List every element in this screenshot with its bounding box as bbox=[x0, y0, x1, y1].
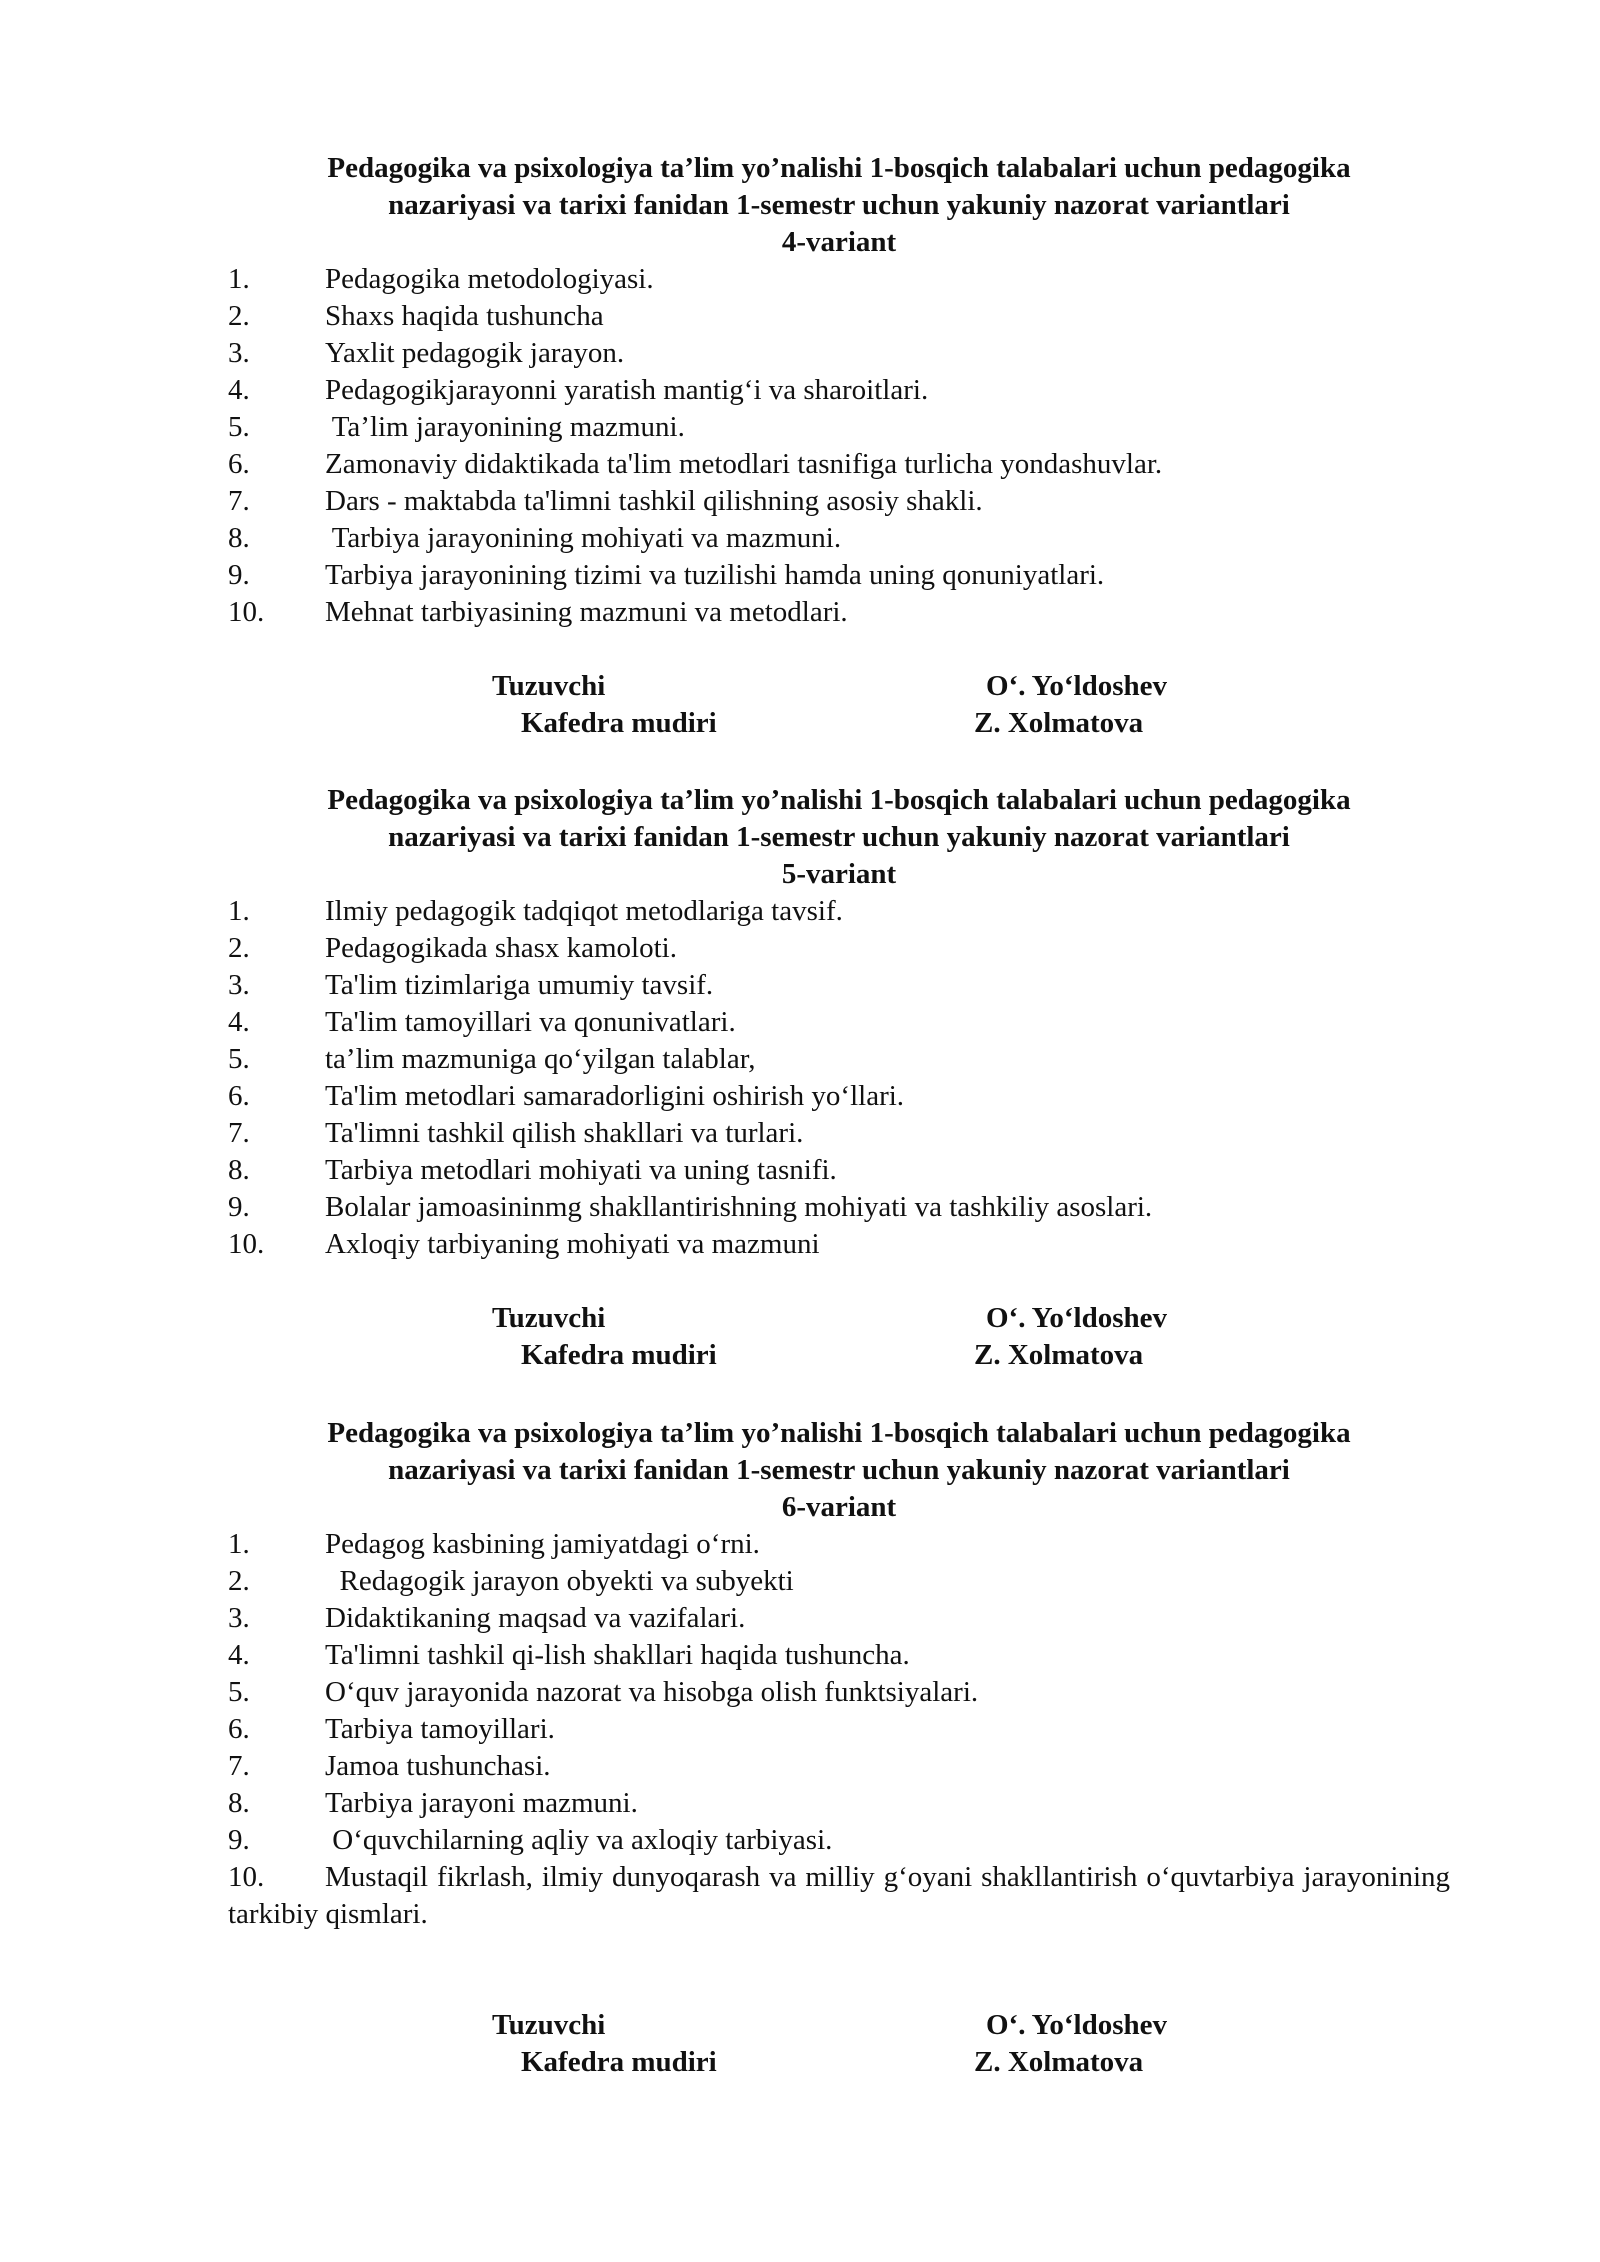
question-item bbox=[228, 335, 1450, 372]
question-item bbox=[228, 1785, 1450, 1822]
variant-section-5 bbox=[228, 782, 1450, 1374]
question-item bbox=[228, 1600, 1450, 1637]
question-text: O‘quv jarayonida nazorat va hisobga olish funktsiyalari. bbox=[325, 1676, 979, 1708]
variant-label: 6-variant bbox=[781, 1491, 897, 1523]
question-number: 1. bbox=[228, 895, 250, 927]
question-number: 4. bbox=[228, 374, 250, 406]
question-number: 5. bbox=[228, 1043, 250, 1075]
question-item bbox=[228, 1115, 1450, 1152]
question-item bbox=[228, 261, 1450, 298]
variant-label: 5-variant bbox=[781, 858, 897, 890]
compiler-label: Tuzuvchi bbox=[492, 2009, 606, 2041]
question-item bbox=[228, 1711, 1450, 1748]
question-item bbox=[228, 1189, 1450, 1226]
question-number: 3. bbox=[228, 337, 250, 369]
compiler-name: O‘. Yo‘ldoshev bbox=[986, 2009, 1167, 2041]
compiler-label: Tuzuvchi bbox=[492, 670, 606, 702]
signature-block bbox=[228, 2007, 1450, 2081]
question-item bbox=[228, 930, 1450, 967]
question-text: Redagogik jarayon obyekti va subyekti bbox=[325, 1565, 794, 1597]
question-item bbox=[228, 1859, 1450, 1933]
question-text: Shaxs haqida tushuncha bbox=[325, 300, 604, 332]
question-number: 5. bbox=[228, 411, 250, 443]
question-item bbox=[228, 1748, 1450, 1785]
variant-heading-line2: nazariyasi va tarixi fanidan 1-semestr uchun yakuniy nazorat variantlari bbox=[388, 1454, 1290, 1486]
question-item bbox=[228, 1637, 1450, 1674]
question-text: Ta'limni tashkil qilish shakllari va turlari. bbox=[325, 1117, 804, 1149]
question-number: 3. bbox=[228, 969, 250, 1001]
question-text: O‘quvchilarning aqliy va axloqiy tarbiyasi. bbox=[325, 1824, 833, 1856]
question-text: Axloqiy tarbiyaning mohiyati va mazmuni bbox=[325, 1228, 820, 1260]
question-number: 7. bbox=[228, 485, 250, 517]
question-text: Tarbiya tamoyillari. bbox=[325, 1713, 555, 1745]
department-head-name: Z. Xolmatova bbox=[974, 1339, 1144, 1371]
question-item bbox=[228, 557, 1450, 594]
question-number: 6. bbox=[228, 1713, 250, 1745]
question-text: Ta’lim jarayonining mazmuni. bbox=[325, 411, 685, 443]
question-text: Didaktikaning maqsad va vazifalari. bbox=[325, 1602, 746, 1634]
question-number: 2. bbox=[228, 300, 250, 332]
question-number: 6. bbox=[228, 1080, 250, 1112]
variant-heading-line2: nazariyasi va tarixi fanidan 1-semestr uchun yakuniy nazorat variantlari bbox=[388, 821, 1290, 853]
question-text: Mehnat tarbiyasining mazmuni va metodlari. bbox=[325, 596, 848, 628]
question-text: Jamoa tushunchasi. bbox=[325, 1750, 551, 1782]
question-number: 10. bbox=[228, 596, 265, 628]
question-number: 3. bbox=[228, 1602, 250, 1634]
variant-label: 4-variant bbox=[781, 226, 897, 258]
question-number: 1. bbox=[228, 1528, 250, 1560]
question-text: Tarbiya metodlari mohiyati va uning tasnifi. bbox=[325, 1154, 837, 1186]
question-item bbox=[228, 1041, 1450, 1078]
variant-section-4 bbox=[228, 150, 1450, 742]
question-text: Ta'limni tashkil qi-lish shakllari haqida tushuncha. bbox=[325, 1639, 910, 1671]
question-text: Pedagog kasbining jamiyatdagi o‘rni. bbox=[325, 1528, 760, 1560]
question-item bbox=[228, 483, 1450, 520]
question-text: Dars - maktabda ta'limni tashkil qilishning asosiy shakli. bbox=[325, 485, 983, 517]
question-text: Zamonaviy didaktikada ta'lim metodlari tasnifiga turlicha yondashuvlar. bbox=[325, 448, 1163, 480]
question-number: 4. bbox=[228, 1639, 250, 1671]
department-head-name: Z. Xolmatova bbox=[974, 707, 1144, 739]
question-text: Tarbiya jarayonining tizimi va tuzilishi hamda uning qonuniyatlari. bbox=[325, 559, 1105, 591]
question-item bbox=[228, 594, 1450, 631]
variant-heading-line1: Pedagogika va psixologiya ta’lim yo’nalishi 1-bosqich talabalari uchun pedagogika bbox=[327, 784, 1351, 816]
question-number: 7. bbox=[228, 1750, 250, 1782]
compiler-name: O‘. Yo‘ldoshev bbox=[986, 670, 1167, 702]
signature-block bbox=[228, 1300, 1450, 1374]
question-number: 8. bbox=[228, 1154, 250, 1186]
question-item bbox=[228, 298, 1450, 335]
question-number: 2. bbox=[228, 1565, 250, 1597]
question-item bbox=[228, 1526, 1450, 1563]
question-number: 7. bbox=[228, 1117, 250, 1149]
department-head-label: Kafedra mudiri bbox=[521, 1339, 717, 1371]
question-list bbox=[228, 893, 1450, 1263]
question-text: Ta'lim tizimlariga umumiy tavsif. bbox=[325, 969, 714, 1001]
question-text: Yaxlit pedagogik jarayon. bbox=[325, 337, 625, 369]
question-number: 9. bbox=[228, 559, 250, 591]
question-number: 1. bbox=[228, 263, 250, 295]
question-item bbox=[228, 1226, 1450, 1263]
question-list bbox=[228, 261, 1450, 631]
question-item bbox=[228, 967, 1450, 1004]
question-item bbox=[228, 372, 1450, 409]
question-item bbox=[228, 1822, 1450, 1859]
question-item bbox=[228, 1078, 1450, 1115]
question-text: Mustaqil fikrlash, ilmiy dunyoqarash va milliy g‘oyani shakllantirish o‘quvtarbiya jarayonining tarkibiy qismlari. bbox=[228, 1861, 1450, 1930]
question-text: Pedagogikjarayonni yaratish mantig‘i va sharoitlari. bbox=[325, 374, 929, 406]
variant-heading-line1: Pedagogika va psixologiya ta’lim yo’nalishi 1-bosqich talabalari uchun pedagogika bbox=[327, 1417, 1351, 1449]
variant-heading-line2: nazariyasi va tarixi fanidan 1-semestr uchun yakuniy nazorat variantlari bbox=[388, 189, 1290, 221]
question-number: 9. bbox=[228, 1824, 250, 1856]
question-item bbox=[228, 409, 1450, 446]
question-text: ta’lim mazmuniga qo‘yilgan talablar, bbox=[325, 1043, 756, 1075]
question-number: 9. bbox=[228, 1191, 250, 1223]
question-item bbox=[228, 893, 1450, 930]
question-text: Ta'lim tamoyillari va qonunivatlari. bbox=[325, 1006, 736, 1038]
question-item bbox=[228, 1004, 1450, 1041]
signature-block bbox=[228, 668, 1450, 742]
question-number: 4. bbox=[228, 1006, 250, 1038]
question-number: 8. bbox=[228, 1787, 250, 1819]
question-number: 8. bbox=[228, 522, 250, 554]
department-head-label: Kafedra mudiri bbox=[521, 707, 717, 739]
question-text: Bolalar jamoasininmg shakllantirishning mohiyati va tashkiliy asoslari. bbox=[325, 1191, 1153, 1223]
question-text: Tarbiya jarayonining mohiyati va mazmuni. bbox=[325, 522, 842, 554]
question-number: 2. bbox=[228, 932, 250, 964]
question-item bbox=[228, 1563, 1450, 1600]
question-item bbox=[228, 1674, 1450, 1711]
question-text: Tarbiya jarayoni mazmuni. bbox=[325, 1787, 638, 1819]
variant-section-6 bbox=[228, 1415, 1450, 2081]
compiler-name: O‘. Yo‘ldoshev bbox=[986, 1302, 1167, 1334]
question-item bbox=[228, 1152, 1450, 1189]
department-head-label: Kafedra mudiri bbox=[521, 2046, 717, 2078]
question-number: 6. bbox=[228, 448, 250, 480]
department-head-name: Z. Xolmatova bbox=[974, 2046, 1144, 2078]
question-number: 10. bbox=[228, 1861, 265, 1893]
question-text: Ta'lim metodlari samaradorligini oshirish yo‘llari. bbox=[325, 1080, 905, 1112]
question-number: 5. bbox=[228, 1676, 250, 1708]
question-item bbox=[228, 520, 1450, 557]
question-text: Pedagogika metodologiyasi. bbox=[325, 263, 654, 295]
question-text: Ilmiy pedagogik tadqiqot metodlariga tavsif. bbox=[325, 895, 843, 927]
compiler-label: Tuzuvchi bbox=[492, 1302, 606, 1334]
variant-heading-line1: Pedagogika va psixologiya ta’lim yo’nalishi 1-bosqich talabalari uchun pedagogika bbox=[327, 152, 1351, 184]
question-number: 10. bbox=[228, 1228, 265, 1260]
question-list bbox=[228, 1526, 1450, 1933]
question-text: Pedagogikada shasx kamoloti. bbox=[325, 932, 677, 964]
question-item bbox=[228, 446, 1450, 483]
